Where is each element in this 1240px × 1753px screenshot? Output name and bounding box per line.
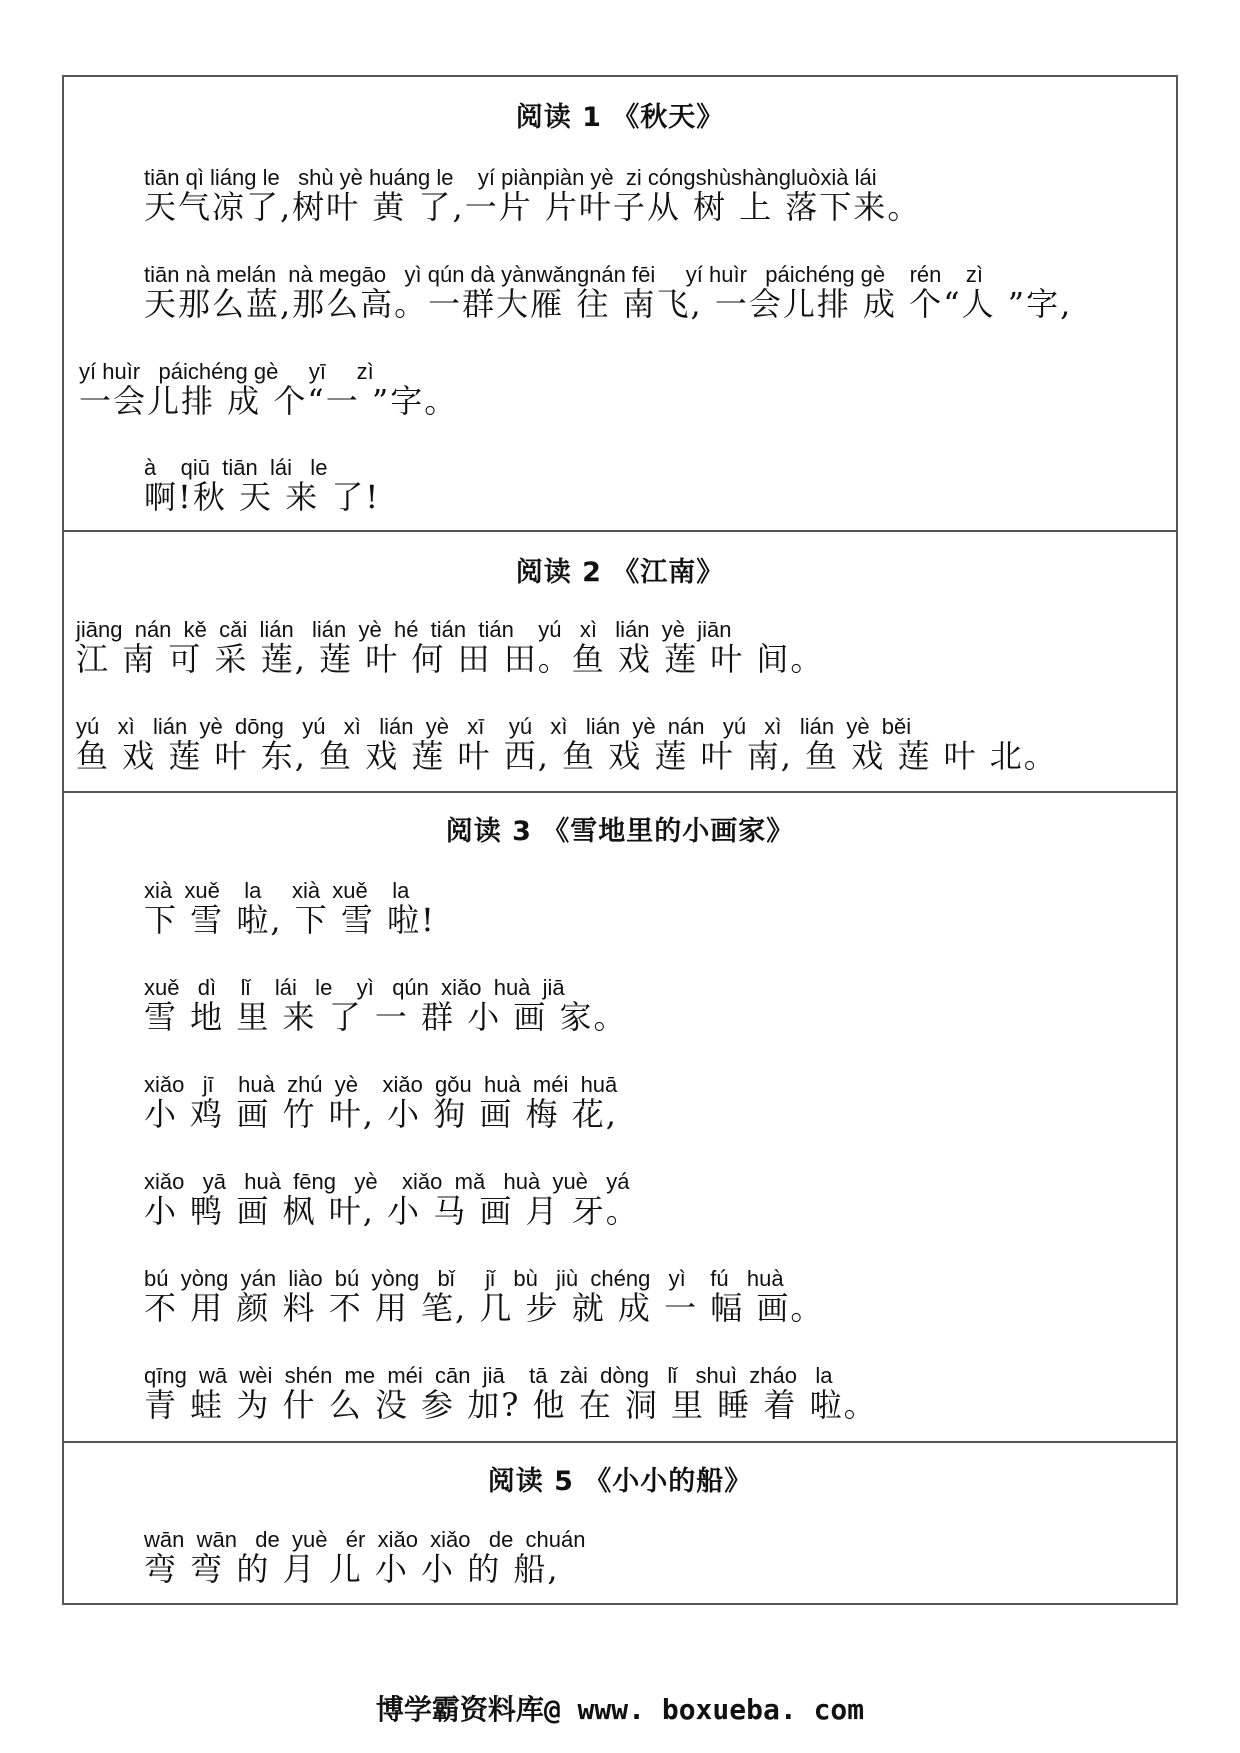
section-title: 阅读 2 《江南》 — [515, 557, 725, 588]
reading-document — [62, 75, 1178, 1605]
hanzi-line: 天那么蓝,那么高。一群大雁 往 南飞, 一会儿排 成 个“人 ”字, — [144, 285, 1073, 323]
pinyin-line: yí huìr páichéng gè yī zì — [79, 359, 374, 384]
pinyin-line: bú yòng yán liào bú yòng bǐ jǐ bù jiù chéng yì fú huà — [144, 1266, 784, 1291]
hanzi-line: 小 鸡 画 竹 叶, 小 狗 画 梅 花, — [144, 1095, 618, 1133]
hanzi-line: 青 蛙 为 什 么 没 参 加? 他 在 洞 里 睡 着 啦。 — [144, 1386, 878, 1424]
pinyin-line: xià xuě la xià xuě la — [144, 878, 410, 903]
hanzi-line: 一会儿排 成 个“一 ”字。 — [79, 382, 459, 420]
pinyin-line: jiāng nán kě cǎi lián lián yè hé tián tián yú xì lián yè jiān — [76, 617, 732, 642]
text-line — [144, 1363, 878, 1423]
pinyin-line: yú xì lián yè dōng yú xì lián yè xī yú xì lián yè nán yú xì lián yè běi — [76, 714, 912, 739]
text-line — [144, 878, 436, 938]
pinyin-line: tiān qì liáng le shù yè huáng le yí piànpiàn yè zi cóngshùshàngluòxià lái — [144, 165, 877, 190]
hanzi-line: 不 用 颜 料 不 用 笔, 几 步 就 成 一 幅 画。 — [144, 1289, 825, 1327]
section-title: 阅读 1 《秋天》 — [515, 102, 725, 133]
pinyin-line: à qiū tiān lái le — [144, 455, 328, 480]
section-title: 阅读 5 《小小的船》 — [487, 1466, 753, 1497]
hanzi-line: 小 鸭 画 枫 叶, 小 马 画 月 牙。 — [144, 1192, 640, 1230]
text-line — [76, 617, 824, 677]
hanzi-line: 下 雪 啦, 下 雪 啦! — [144, 901, 436, 939]
text-line — [79, 359, 458, 419]
text-line — [144, 165, 921, 225]
hanzi-line: 啊!秋 天 来 了! — [144, 478, 381, 516]
text-line — [144, 1072, 618, 1132]
watermark-footer: 博学霸资料库@ www. boxueba. com — [375, 1693, 865, 1726]
reading-section-5 — [62, 1443, 1178, 1605]
hanzi-line: 天气凉了,树叶 黄 了,一片 片叶子从 树 上 落下来。 — [144, 188, 922, 226]
hanzi-line: 雪 地 里 来 了 一 群 小 画 家。 — [144, 998, 628, 1036]
hanzi-line: 鱼 戏 莲 叶 东, 鱼 戏 莲 叶 西, 鱼 戏 莲 叶 南, 鱼 戏 莲 叶 北。 — [76, 737, 1058, 775]
reading-section-2 — [62, 532, 1178, 793]
text-line — [144, 975, 628, 1035]
reading-section-1 — [62, 75, 1178, 532]
hanzi-line: 弯 弯 的 月 儿 小 小 的 船, — [144, 1550, 560, 1588]
pinyin-line: xiǎo yā huà fēng yè xiǎo mǎ huà yuè yá — [144, 1169, 630, 1194]
reading-section-3 — [62, 793, 1178, 1443]
text-line — [144, 1266, 824, 1326]
pinyin-line: wān wān de yuè ér xiǎo xiǎo de chuán — [144, 1527, 586, 1552]
text-line — [144, 1169, 640, 1229]
section-title: 阅读 3 《雪地里的小画家》 — [445, 816, 795, 847]
pinyin-line: xuě dì lǐ lái le yì qún xiǎo huà jiā — [144, 975, 565, 1000]
text-line — [76, 714, 1058, 774]
text-line — [144, 1527, 585, 1587]
pinyin-line: xiǎo jī huà zhú yè xiǎo gǒu huà méi huā — [144, 1072, 618, 1097]
text-line — [144, 455, 380, 515]
text-line — [144, 262, 1072, 322]
pinyin-line: qīng wā wèi shén me méi cān jiā tā zài dòng lǐ shuì zháo la — [144, 1363, 833, 1388]
hanzi-line: 江 南 可 采 莲, 莲 叶 何 田 田。鱼 戏 莲 叶 间。 — [76, 640, 825, 678]
pinyin-line: tiān nà melán nà megāo yì qún dà yànwǎngnán fēi yí huìr páichéng gè rén zì — [144, 262, 983, 287]
